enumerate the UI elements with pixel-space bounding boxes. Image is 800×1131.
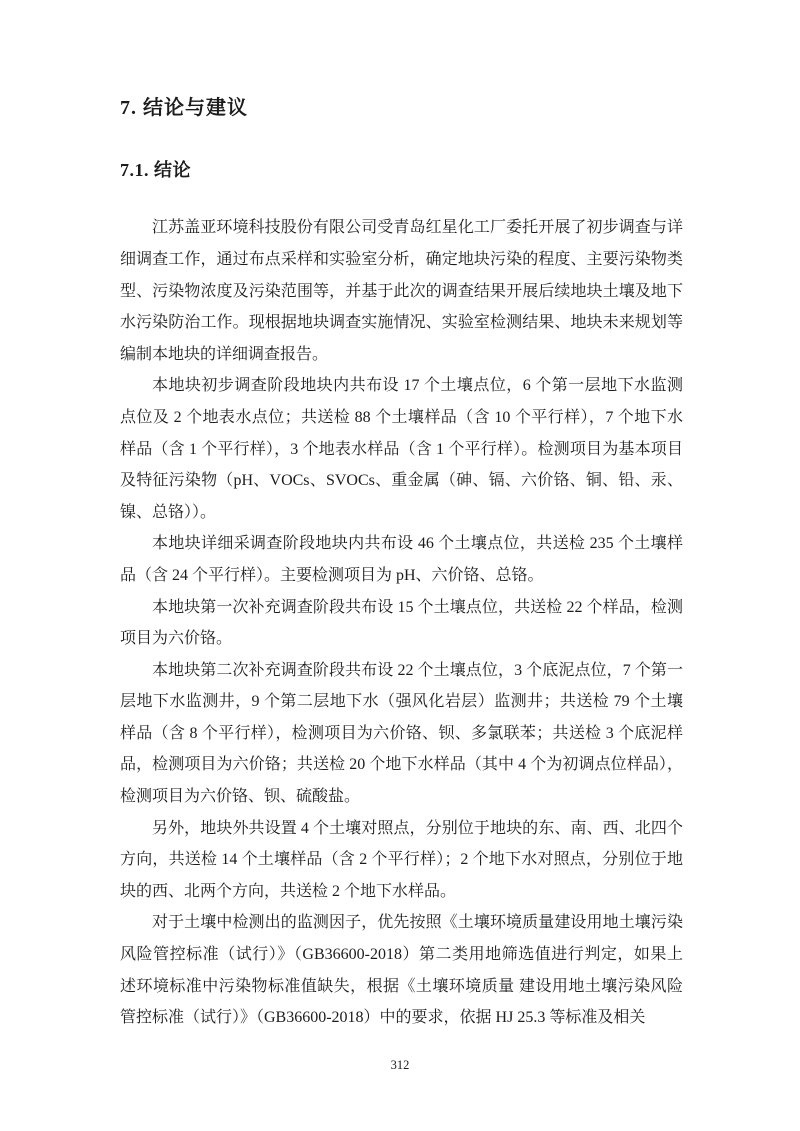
page-number: 312 bbox=[390, 1058, 410, 1072]
paragraph: 本地块第一次补充调查阶段共布设 15 个土壤点位，共送检 22 个样品，检测项目为六价铬。 bbox=[120, 598, 683, 648]
paragraph: 本地块第二次补充调查阶段共布设 22 个土壤点位，3 个底泥点位，7 个第一层地下水监测井，9 个第二层地下水（强风化岩层）监测井；共送检 79 个土壤样品（含 8 个平行样），检测项目为六价铬、钡、多氯联苯；共送检 3 个底泥样品，检测项目为六价铬；共送检 20 个地下水样品（其中 4 个为初调点位样品），检测项目为六价铬、钡、硫酸盐。 bbox=[120, 661, 683, 806]
paragraph: 本地块初步调查阶段地块内共布设 17 个土壤点位，6 个第一层地下水监测点位及 2 个地表水点位；共送检 88 个土壤样品（含 10 个平行样），7 个地下水样品（含 1 个平行样），3 个地表水样品（含 1 个平行样）。检测项目为基本项目及特征污染物（pH、VOCs、SVOCs、重金属（砷、镉、六价铬、铜、铅、汞、镍、总铬））。 bbox=[120, 377, 683, 521]
paragraph: 另外，地块外共设置 4 个土壤对照点，分别位于地块的东、南、西、北四个方向，共送检 14 个土壤样品（含 2 个平行样）；2 个地下水对照点，分别位于地块的西、北两个方向，共送检 2 个地下水样品。 bbox=[120, 819, 683, 900]
chapter-heading: 7. 结论与建议 bbox=[120, 97, 248, 119]
paragraph: 本地块详细采调查阶段地块内共布设 46 个土壤点位，共送检 235 个土壤样品（含 24 个平行样）。主要检测项目为 pH、六价铬、总铬。 bbox=[120, 535, 683, 584]
body-paragraphs bbox=[120, 212, 683, 1033]
paragraph: 江苏盖亚环境科技股份有限公司受青岛红星化工厂委托开展了初步调查与详细调查工作，通过布点采样和实验室分析，确定地块污染的程度、主要污染物类型、污染物浓度及污染范围等，并基于此次的调查结果开展后续地块土壤及地下水污染防治工作。现根据地块调查实施情况、实验室检测结果、地块未来规划等编制本地块的详细调查报告。 bbox=[120, 219, 683, 363]
section-heading: 7.1. 结论 bbox=[120, 160, 191, 180]
paragraph: 对于土壤中检测出的监测因子，优先按照《土壤环境质量建设用地土壤污染风险管控标准（试行）》（GB36600-2018）第二类用地筛选值进行判定，如果上述环境标准中污染物标准值缺失，根据《土壤环境质量 建设用地土壤污染风险管控标准（试行）》（GB36600-2018）中的要求，依据 HJ 25.3 等标准及相关 bbox=[120, 914, 683, 1027]
